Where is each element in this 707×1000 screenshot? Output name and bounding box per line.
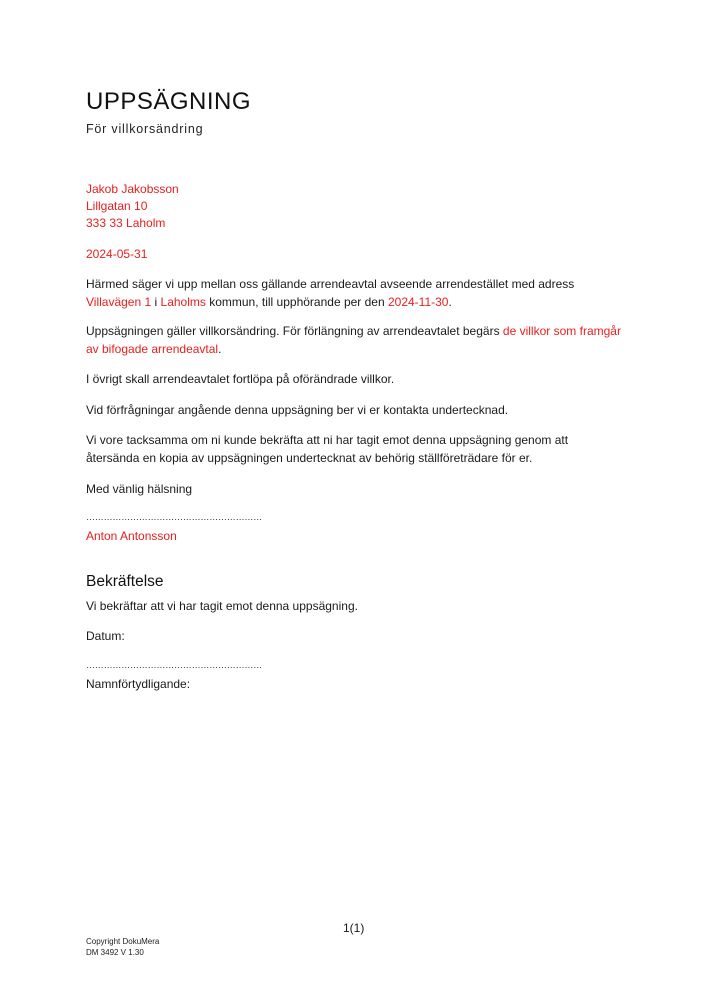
signature-line: ……………………………………………………	[86, 512, 263, 522]
confirmation-heading: Bekräftelse	[86, 573, 164, 590]
date-label: Datum:	[86, 629, 125, 643]
footer-copyright: Copyright DokuMera	[86, 937, 160, 946]
end-date: 2024-11-30	[387, 294, 449, 309]
confirmation-text: Vi bekräftar att vi har tagit emot denna uppsägning.	[86, 599, 358, 613]
paragraph-conditions	[86, 323, 626, 358]
paragraph-confirmation-request: Vi vore tacksamma om ni kunde bekräfta att ni har tagit emot denna uppsägning genom att återsända en kopia av uppsägningen undertecknat av behörig ställföreträdare för er.	[86, 433, 569, 465]
requested-conditions: de villkor som framgår av bifogade arrendeavtal	[86, 324, 621, 356]
para1-mid1: i	[151, 294, 161, 309]
sender-postal: 333 33 Laholm	[86, 216, 166, 230]
sender-street: Lillgatan 10	[86, 199, 148, 213]
paragraph-unchanged: I övrigt skall arrendeavtalet fortlöpa på oförändrade villkor.	[86, 372, 395, 386]
document-title: UPPSÄGNING	[86, 88, 252, 115]
paragraph-termination	[86, 276, 626, 311]
para1-end: .	[448, 294, 452, 309]
sender-name: Jakob Jakobsson	[86, 182, 179, 196]
para2-end: .	[218, 341, 222, 356]
confirmation-signature-line: ……………………………………………………	[86, 660, 263, 670]
para2-text: Uppsägningen gäller villkorsändring. För förlängning av arrendeavtalet begärs	[86, 324, 503, 338]
municipality: Laholms	[160, 294, 206, 309]
letter-date: 2024-05-31	[86, 247, 148, 261]
closing-greeting: Med vänlig hälsning	[86, 482, 193, 496]
signatory-name: Anton Antonsson	[86, 529, 177, 543]
paragraph-contact: Vid förfrågningar angående denna uppsägning ber vi er kontakta undertecknad.	[86, 403, 509, 417]
property-address: Villavägen 1	[86, 294, 152, 309]
name-clarification-label: Namnförtydligande:	[86, 677, 191, 691]
para1-text: Härmed säger vi upp mellan oss gällande arrendeavtal avseende arrendestället med adress	[86, 277, 575, 291]
document-subtitle: För villkorsändring	[86, 122, 204, 136]
footer-doc-id: DM 3492 V 1.30	[86, 948, 144, 957]
para1-mid2: kommun, till upphörande per den	[205, 294, 388, 309]
page-number: 1(1)	[343, 921, 365, 935]
